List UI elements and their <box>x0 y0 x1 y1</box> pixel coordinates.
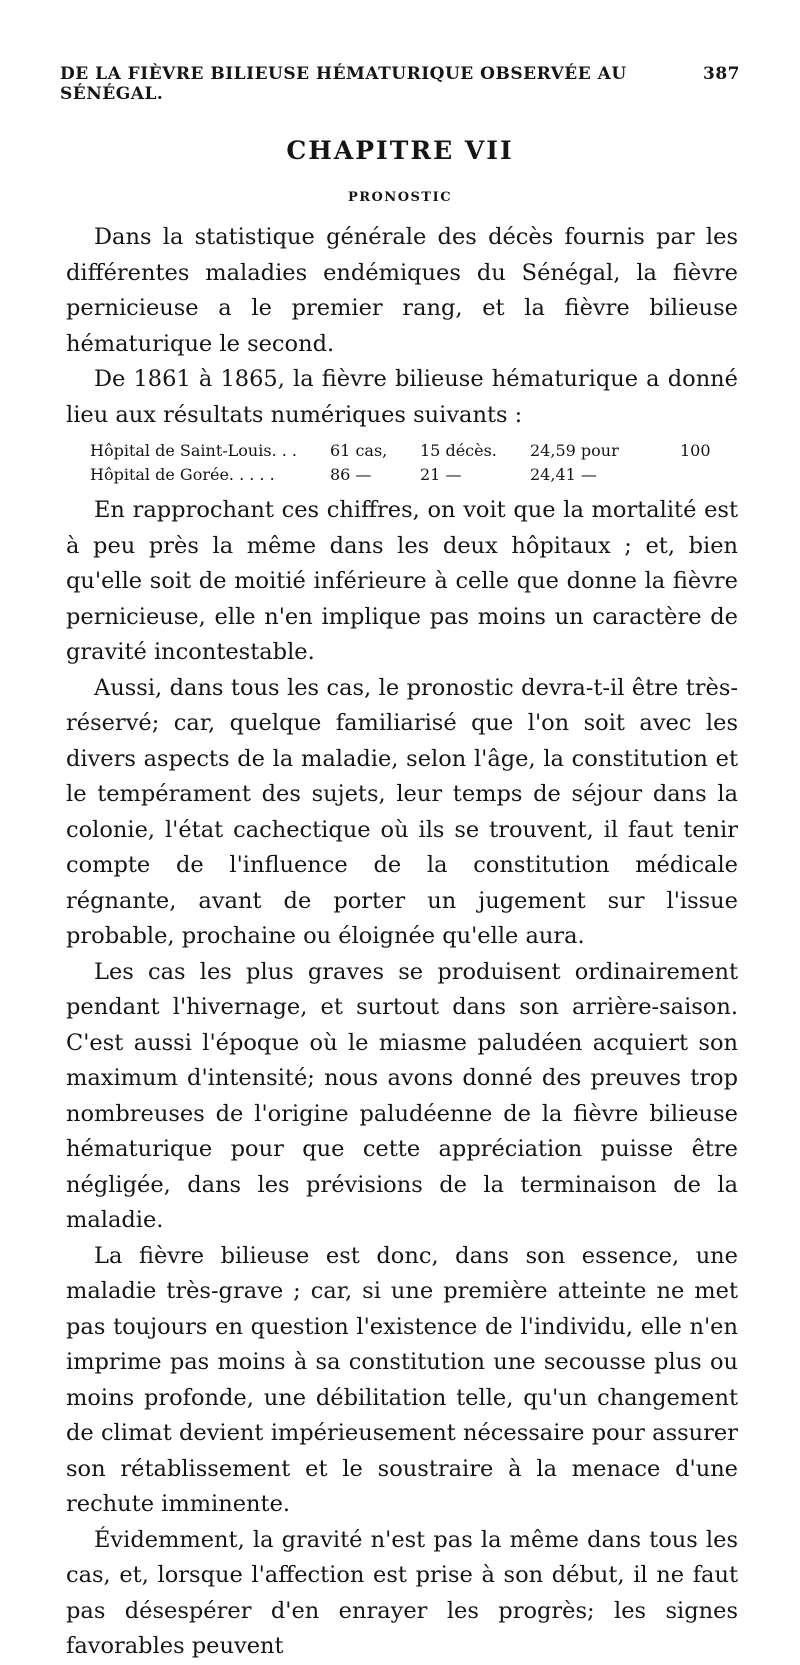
percent-cell: 24,41 — <box>530 465 597 484</box>
paragraph: Dans la statistique générale des décès fournis par les différentes maladies endémiques du Sénégal, la fièvre pernicieuse a le premier rang, et la fièvre bilieuse hématurique le second. <box>66 224 738 357</box>
paragraph: Les cas les plus graves se produisent ordinairement pendant l'hivernage, et surtout dans son arrière-saison. C'est aussi l'époque où le miasme paludéen acquiert son maximum d'intensité; nous avons donné des preuves trop nombreuses de l'origine paludéenne de la fièvre bilieuse hématurique pour que cette appréciation puisse être négligée, dans les prévisions de la terminaison de la maladie. <box>66 958 738 1233</box>
paragraph: Évidemment, la gravité n'est pas la même dans tous les cas, et, lorsque l'affection est prise à son début, il ne faut pas désespérer d'en enrayer les progrès; les signes favorables peuvent <box>66 1526 738 1659</box>
paragraph: Aussi, dans tous les cas, le pronostic devra-t-il être très-réservé; car, quelque familiarisé que l'on soit avec les divers aspects de la maladie, selon l'âge, la constitution et le tempérament des sujets, leur temps de séjour dans la colonie, l'état cachectique où ils se trouvent, il faut tenir compte de l'influence de la constitution médicale régnante, avant de porter un jugement sur l'issue probable, prochaine ou éloignée qu'elle aura. <box>66 674 738 949</box>
percent-cell: 24,59 pour <box>530 441 619 460</box>
section-title: PRONOSTIC <box>347 190 453 205</box>
deaths-cell: 15 décès. <box>420 441 497 460</box>
deaths-cell: 21 — <box>420 465 462 484</box>
paragraph: La fièvre bilieuse est donc, dans son essence, une maladie très-grave ; car, si une première atteinte ne met pas toujours en question l'existence de l'individu, elle n'en imprime pas moins à sa constitution une secousse plus ou moins profonde, une débilitation telle, qu'un changement de climat devient impérieusement nécessaire pour assurer son rétablissement et le soustraire à la menace d'une rechute imminente. <box>66 1242 738 1517</box>
table-row <box>90 439 738 463</box>
cases-cell: 86 — <box>330 465 372 484</box>
chapter-title: CHAPITRE VII <box>286 136 514 165</box>
cases-cell: 61 cas, <box>330 441 388 460</box>
paragraph: En rapprochant ces chiffres, on voit que la mortalité est à peu près la même dans les deux hôpitaux ; et, bien qu'elle soit de moitié inférieure à celle que donne la fièvre pernicieuse, elle n'en implique pas moins un caractère de gravité incontestable. <box>66 497 738 665</box>
statistics-table <box>66 439 738 487</box>
hospital-cell: Hôpital de Gorée. . . . . <box>90 465 275 484</box>
table-row <box>90 463 738 487</box>
page-number: 387 <box>703 64 740 84</box>
running-header <box>60 64 740 104</box>
hospital-cell: Hôpital de Saint-Louis. . . <box>90 441 297 460</box>
paragraph: De 1861 à 1865, la fièvre bilieuse hématurique a donné lieu aux résultats numériques suivants : <box>66 366 738 428</box>
body-text <box>66 220 738 1665</box>
per-hundred-cell: 100 <box>680 441 711 460</box>
running-title: DE LA FIÈVRE BILIEUSE HÉMATURIQUE OBSERVÉE AU SÉNÉGAL. <box>60 64 627 104</box>
